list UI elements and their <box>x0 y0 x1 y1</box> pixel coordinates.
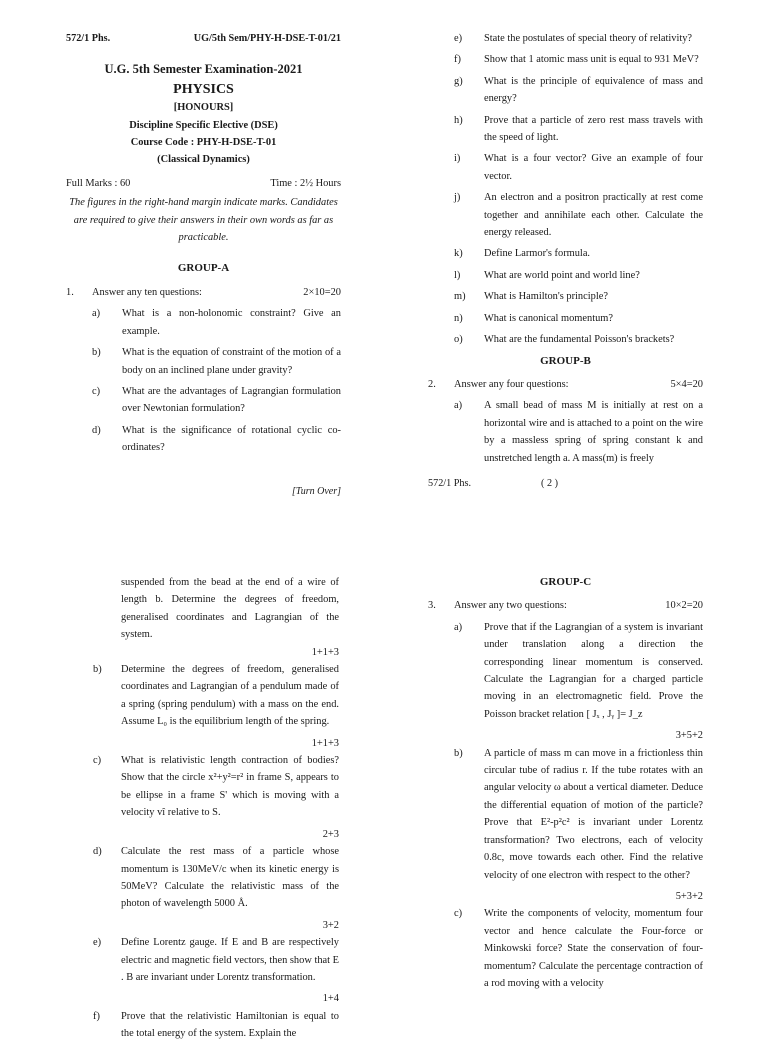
question-text: Answer any two questions: <box>454 600 567 612</box>
list-item: j) An electron and a positron practically at rest come together and annihilate each other. Calculate the energy released. <box>454 192 703 239</box>
group-a-title: GROUP-A <box>177 262 230 275</box>
group-b-title: GROUP-B <box>540 354 591 367</box>
list-item: c) Write the components of velocity, momentum four vector and hence calculate the Four-force or Minkowski force? State the conservation of four-momentum? Calculate the percentage contraction of a rod moving with a velocity <box>454 908 703 989</box>
page-3-left <box>93 574 339 1047</box>
page-1-left <box>66 30 341 500</box>
group-c-title: GROUP-C <box>539 576 592 588</box>
list-item: e) State the postulates of special theory of relativity? <box>454 33 693 44</box>
instructions: The figures in the right-hand margin indicate marks. Candidates are required to give their answers in their own words as far as practicable. <box>69 197 338 244</box>
list-item: b) Determine the degrees of freedom, generalised coordinates and Lagrangian of a pendulum made of a spring (spring pendulum) with a mass on the end. Assume L₀ is the equilibrium length of the spring. <box>93 664 339 728</box>
list-item: c) What are the advantages of Lagrangian formulation over Newtonian formulation? <box>92 385 341 415</box>
list-item: a) Prove that if the Lagrangian of a system is invariant under translation along a direction the corresponding linear momentum is conserved. Calculate the Lagrangian for a charged particle moving in an electromagnetic field. Prove the Poisson bracket relation [ Jₓ , Jᵧ ]= J_z <box>454 621 703 720</box>
subject-title: PHYSICS <box>173 81 234 97</box>
course-code: Course Code : PHY-H-DSE-T-01 <box>130 137 277 149</box>
page-2-right <box>428 30 703 492</box>
list-item: o) What are the fundamental Poisson's brackets? <box>454 334 675 346</box>
list-item: a) What is a non-holonomic constraint? Give an example. <box>92 308 341 337</box>
list-item: h) Prove that a particle of zero rest mass travels with the speed of light. <box>454 114 703 144</box>
list-item: l) What are world point and world line? <box>454 269 640 281</box>
list-item: a) A small bead of mass M is initially at rest on a horizontal wire and is attached to a point on the wire by a massless spring of spring constant k and unstretched length a. A mass(m) is freely <box>454 400 703 464</box>
honours-label: [HONOURS] <box>173 102 234 114</box>
paper-id: UG/5th Sem/PHY-H-DSE-T-01/21 <box>193 33 341 44</box>
continued-text: suspended from the bead at the end of a wire of length b. Determine the degrees of freedom, generalised coordinates and Lagrangian of the system. <box>121 577 339 641</box>
item-marks: 5+3+2 <box>675 890 703 902</box>
time-allowed: Time : 2½ Hours <box>270 177 341 189</box>
list-item: k) Define Larmor's formula. <box>454 248 591 260</box>
page-number: ( 2 ) <box>541 477 559 489</box>
question-number: 2. <box>428 378 436 390</box>
list-item: d) What is the significance of rotational cyclic co-ordinates? <box>92 424 341 454</box>
question-text: Answer any ten questions: <box>92 286 202 298</box>
paper-code: 572/1 Phs. <box>66 33 111 44</box>
turn-over-note: [Turn Over] <box>291 485 341 497</box>
footer-code: 572/1 Phs. <box>428 477 472 489</box>
exam-title: U.G. 5th Semester Examination-2021 <box>104 62 303 77</box>
full-marks: Full Marks : 60 <box>66 177 131 189</box>
list-item: f) Prove that the relativistic Hamiltonian is equal to the total energy of the system. Explain the <box>93 1010 339 1040</box>
marks-time-row <box>66 175 341 192</box>
question-number: 3. <box>428 600 436 612</box>
list-item: n) What is canonical momentum? <box>454 312 613 324</box>
question-marks: 2×10=20 <box>303 286 341 298</box>
course-name: (Classical Dynamics) <box>157 154 250 166</box>
list-item: d) Calculate the rest mass of a particle whose momentum is 130MeV/c when its kinetic energy is 50MeV? Calculate the relativistic mass of the photon of wavelength 5000 Å. <box>93 846 339 910</box>
elective-label: Discipline Specific Elective (DSE) <box>129 119 278 131</box>
question-3 <box>428 597 703 614</box>
item-marks: 3+2 <box>322 919 339 931</box>
question-marks: 5×4=20 <box>670 378 703 390</box>
list-item: c) What is relativistic length contraction of bodies? Show that the circle x²+y²=r² in frame S, appears to be ellipse in a frame S' which is moving with a velocity vî relative to S. <box>93 755 339 819</box>
page-4-right <box>428 574 703 996</box>
item-marks: 3+5+2 <box>675 730 703 742</box>
item-marks: 1+1+3 <box>311 737 339 749</box>
list-item: g) What is the principle of equivalence of mass and energy? <box>454 75 703 105</box>
list-item: e) Define Lorentz gauge. If E and B are respectively electric and magnetic field vectors, then show that E . B are invariant under Lorentz transformation. <box>93 937 339 983</box>
item-marks: 1+1+3 <box>311 646 339 658</box>
question-number: 1. <box>66 286 74 298</box>
list-item: i) What is a four vector? Give an example of four vector. <box>454 153 703 182</box>
question-2 <box>428 376 703 393</box>
list-item: f) Show that 1 atomic mass unit is equal to 931 MeV? <box>454 54 699 66</box>
question-marks: 10×2=20 <box>665 600 703 612</box>
paper-code-row <box>66 30 341 47</box>
question-1 <box>66 284 341 301</box>
item-marks: 1+4 <box>322 993 339 1005</box>
list-item: m) What is Hamilton's principle? <box>454 291 608 303</box>
question-text: Answer any four questions: <box>454 378 569 390</box>
page-footer <box>428 475 703 492</box>
list-item: b) What is the equation of constraint of the motion of a body on an inclined plane under gravity? <box>92 347 341 376</box>
item-marks: 2+3 <box>322 828 339 840</box>
list-item: b) A particle of mass m can move in a frictionless thin circular tube of radius r. If the tube rotates with an angular velocity ω about a vertical diameter. Deduce the differential equation of motion of the particle? Prove that E²-p²c² is invariant under Lorentz transformation? Two electrons, each of velocity 0.8c, move towards each other. Find the relative velocity of one electron with respect to the other? <box>454 747 703 881</box>
